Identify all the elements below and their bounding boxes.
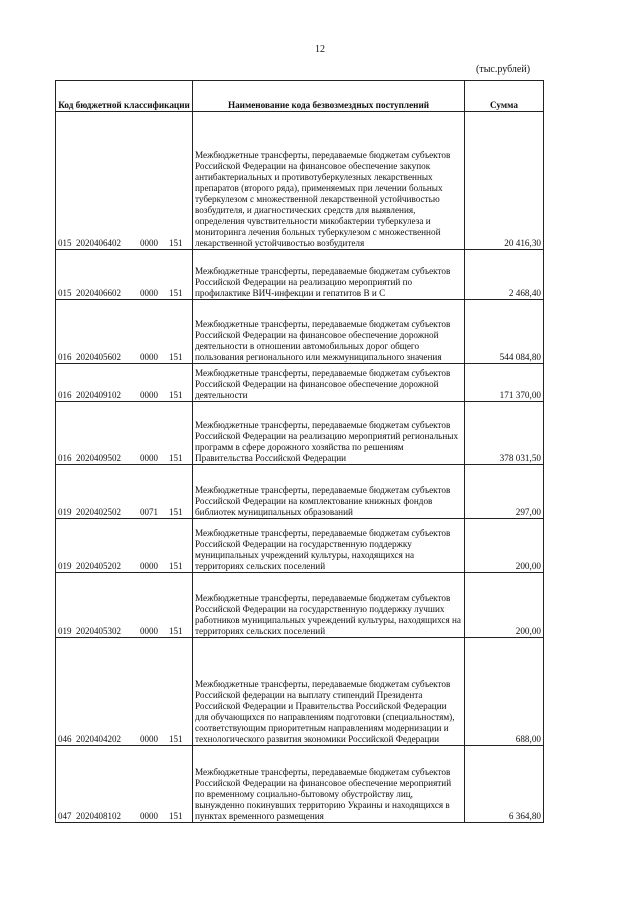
admin-code: 015 [58,238,72,248]
admin-code: 016 [58,390,72,400]
amount-value: 378 031,50 [465,402,544,465]
table-row [56,364,544,402]
revenue-code: 2020409102 [76,390,121,400]
amount-column-header: Сумма [465,81,544,112]
revenue-name: Межбюджетные трансферты, передаваемые бюджетам субъектов Российской федерации на выплату стипендий Президента Российской Федерации и Правительства Российской Федерации для обучающихся по направлениям подготовки (специальностям), соответствующим приоритетным направлениям модернизации и технологического развития экономики Российской Федерации [193,638,465,746]
revenue-code: 2020409502 [76,453,121,463]
table-row [56,112,544,250]
revenue-code: 2020404202 [76,734,121,744]
revenue-code: 2020408102 [76,811,121,821]
econ-code: 151 [169,390,183,400]
revenue-name: Межбюджетные трансферты, передаваемые бюджетам субъектов Российской Федерации на комплектование книжных фондов библиотек муниципальных образований [193,465,465,519]
program-code: 0000 [140,288,158,298]
budget-code [56,573,193,638]
table-header-row [56,81,544,112]
amount-value: 200,00 [465,519,544,573]
amount-value: 2 468,40 [465,250,544,300]
program-code: 0071 [140,507,158,517]
amount-value: 200,00 [465,573,544,638]
econ-code: 151 [169,507,183,517]
program-code: 0000 [140,811,158,821]
econ-code: 151 [169,453,183,463]
table-row [56,519,544,573]
budget-code [56,465,193,519]
revenue-name: Межбюджетные трансферты, передаваемые бюджетам субъектов Российской Федерации на реализацию мероприятий по профилактике ВИЧ-инфекции и гепатитов В и С [193,250,465,300]
table-row [56,250,544,300]
budget-code [56,402,193,465]
amount-value: 297,00 [465,465,544,519]
admin-code: 019 [58,507,72,517]
name-column-header: Наименование кода безвозмездных поступлений [193,81,465,112]
revenue-name: Межбюджетные трансферты, передаваемые бюджетам субъектов Российской Федерации на финансовое обеспечение мероприятий по временному социально-бытовому обустройству лиц, вынужденно покинувших территорию Украины и находящихся в пунктах временного размещения [193,746,465,823]
program-code: 0000 [140,453,158,463]
units-label: (тыс.рублей) [476,64,531,75]
budget-code [56,519,193,573]
revenue-name: Межбюджетные трансферты, передаваемые бюджетам субъектов Российской Федерации на финансовое обеспечение закупок антибактериальных и противотуберкулезных лекарственных препаратов (второго ряда), применяемых при лечении больных туберкулезом с множественной лекарственной устойчивостью возбудителя, и диагностических средств для выявления, определения чувствительности микобактерии туберкулеза и мониторинга лечения больных туберкулезом с множественной лекарственной устойчивостью возбудителя [193,112,465,250]
econ-code: 151 [169,238,183,248]
program-code: 0000 [140,238,158,248]
budget-code [56,112,193,250]
table-row [56,746,544,823]
revenue-code: 2020405602 [76,352,121,362]
econ-code: 151 [169,352,183,362]
revenue-name: Межбюджетные трансферты, передаваемые бюджетам субъектов Российской Федерации на государственную поддержку лучших работников муниципальных учреждений культуры, находящихся на территориях сельских поселений [193,573,465,638]
program-code: 0000 [140,734,158,744]
code-column-header: Код бюджетной классификации [56,81,193,112]
econ-code: 151 [169,734,183,744]
econ-code: 151 [169,626,183,636]
revenue-code: 2020406602 [76,288,121,298]
revenue-code: 2020402502 [76,507,121,517]
table-row [56,638,544,746]
program-code: 0000 [140,390,158,400]
program-code: 0000 [140,561,158,571]
revenue-name: Межбюджетные трансферты, передаваемые бюджетам субъектов Российской Федерации на реализацию мероприятий региональных программ в сфере дорожного хозяйства по решениям Правительства Российской Федерации [193,402,465,465]
amount-value: 20 416,30 [465,112,544,250]
admin-code: 019 [58,626,72,636]
budget-code [56,638,193,746]
amount-value: 171 370,00 [465,364,544,402]
admin-code: 015 [58,288,72,298]
table-row [56,300,544,364]
econ-code: 151 [169,288,183,298]
revenue-name: Межбюджетные трансферты, передаваемые бюджетам субъектов Российской Федерации на государственную поддержку муниципальных учреждений культуры, находящихся на территориях сельских поселений [193,519,465,573]
admin-code: 019 [58,561,72,571]
budget-table [55,80,544,823]
budget-code [56,250,193,300]
program-code: 0000 [140,626,158,636]
admin-code: 046 [58,734,72,744]
program-code: 0000 [140,352,158,362]
revenue-code: 2020405302 [76,626,121,636]
amount-value: 544 084,80 [465,300,544,364]
admin-code: 016 [58,453,72,463]
amount-value: 688,00 [465,638,544,746]
page-number: 12 [315,44,325,55]
admin-code: 047 [58,811,72,821]
econ-code: 151 [169,811,183,821]
revenue-code: 2020405202 [76,561,121,571]
revenue-code: 2020406402 [76,238,121,248]
revenue-name: Межбюджетные трансферты, передаваемые бюджетам субъектов Российской Федерации на финансовое обеспечение дорожной деятельности [193,364,465,402]
admin-code: 016 [58,352,72,362]
budget-code [56,746,193,823]
budget-code [56,300,193,364]
amount-value: 6 364,80 [465,746,544,823]
econ-code: 151 [169,561,183,571]
table-row [56,465,544,519]
revenue-name: Межбюджетные трансферты, передаваемые бюджетам субъектов Российской Федерации на финансовое обеспечение дорожной деятельности в отношении автомобильных дорог общего пользования регионального или межмуниципального значения [193,300,465,364]
table-row [56,573,544,638]
budget-code [56,364,193,402]
table-row [56,402,544,465]
